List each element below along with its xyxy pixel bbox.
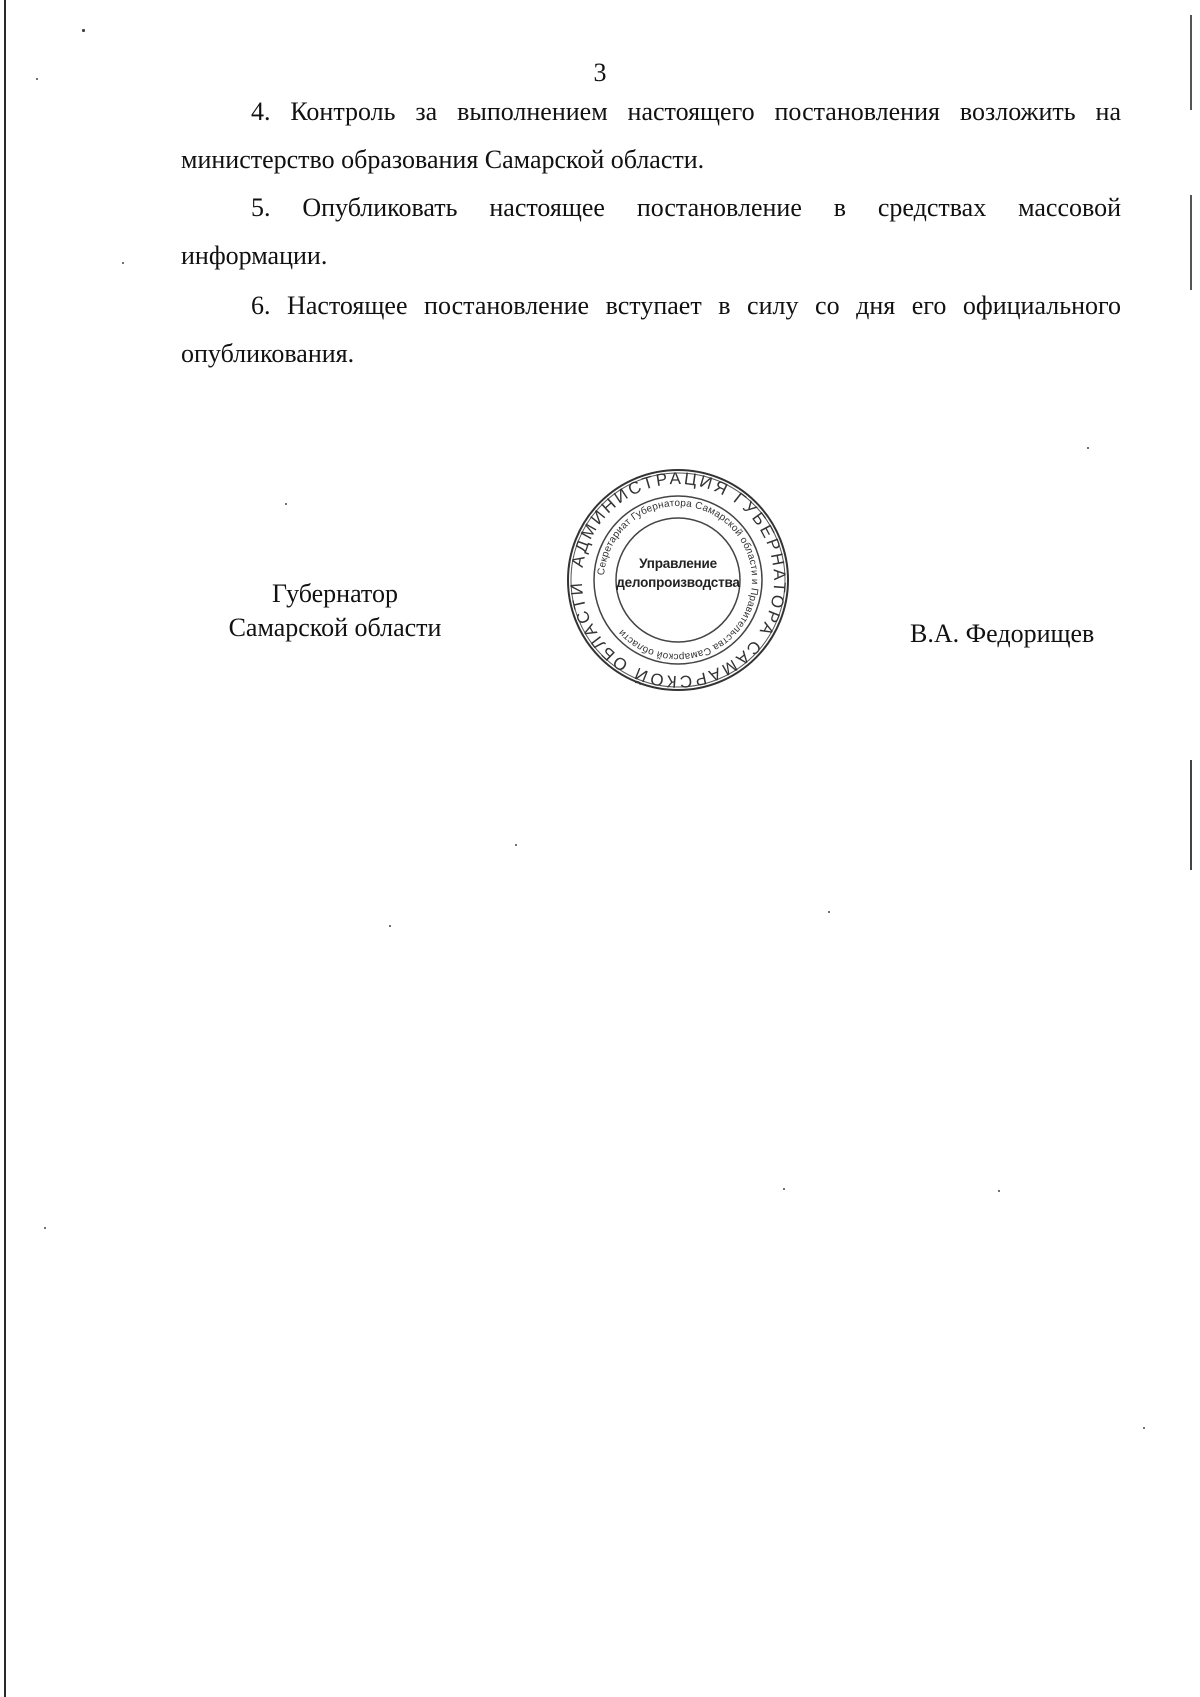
scan-edge-right	[1190, 195, 1192, 290]
paragraph-5: 5. Опубликовать настоящее постановление в средствах массовой информации.	[181, 193, 1121, 270]
scan-speck	[998, 1190, 1000, 1192]
scan-speck	[44, 1227, 46, 1229]
scan-speck	[389, 925, 391, 927]
scan-speck	[82, 29, 85, 32]
signatory-name: В.А. Федорищев	[910, 619, 1095, 648]
scan-edge-left	[4, 0, 6, 1697]
seal-inner-line-2: делопроизводства	[616, 575, 740, 590]
scan-speck	[1143, 1427, 1145, 1429]
signatory-title-line-1: Губернатор	[272, 579, 398, 608]
scan-speck	[1087, 447, 1089, 449]
seal-middle-ring-text: Секретариат Губернатора Самарской области и Правительства Самарской области	[596, 497, 761, 663]
page-number: 3	[593, 58, 607, 87]
paragraph-4: 4. Контроль за выполнением настоящего постановления возложить на министерство образования Самарской области.	[181, 97, 1121, 174]
scan-speck	[122, 262, 124, 264]
scan-speck	[828, 911, 830, 913]
scan-edge-right	[1190, 760, 1192, 870]
scan-speck	[515, 844, 517, 846]
signatory-title-line-2: Самарской области	[228, 613, 442, 642]
official-seal	[565, 467, 791, 693]
signatory-title	[200, 577, 470, 645]
seal-inner-line-1: Управление	[639, 556, 717, 571]
seal-outer-ring-text: АДМИНИСТРАЦИЯ ГУБЕРНАТОРА САМАРСКОЙ ОБЛАСТИ	[566, 468, 790, 692]
scan-speck	[285, 503, 287, 505]
scan-speck	[783, 1188, 785, 1190]
paragraph-6: 6. Настоящее постановление вступает в силу со дня его официального опубликования.	[181, 291, 1121, 368]
